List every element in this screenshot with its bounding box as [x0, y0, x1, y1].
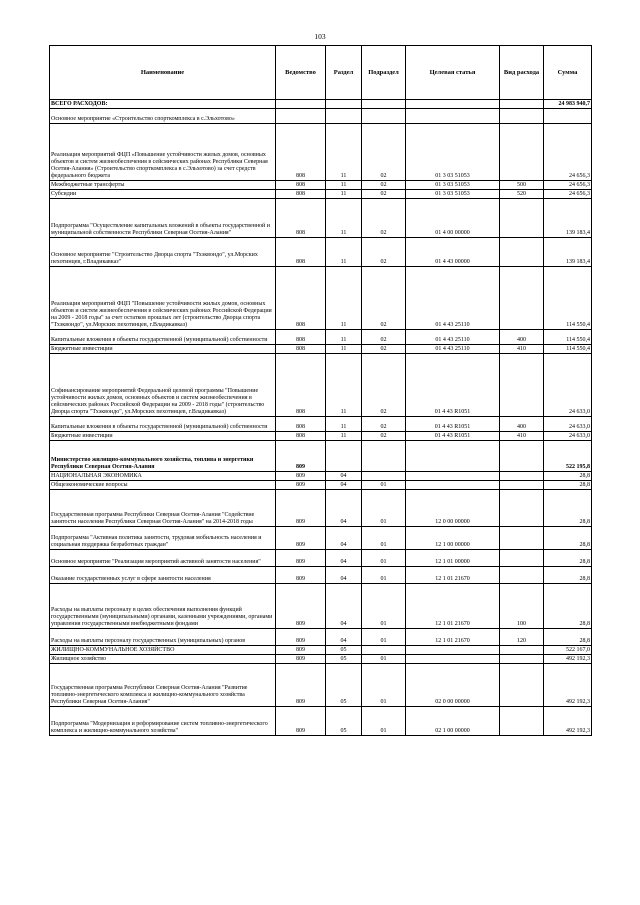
cell-statya: 02 0 00 00000 [406, 664, 500, 707]
cell-ved: 808 [276, 330, 326, 345]
cell-summa: 24 633,0 [544, 432, 592, 441]
table-header-row [50, 46, 592, 100]
cell-vid [500, 655, 544, 664]
cell-podrazdel [362, 646, 406, 655]
cell-ved: 809 [276, 655, 326, 664]
header-razdel: Раздел [326, 46, 362, 100]
cell-summa: 139 183,4 [544, 238, 592, 267]
cell-podrazdel [362, 472, 406, 481]
cell-summa: 28,8 [544, 481, 592, 490]
cell-razdel: 11 [326, 267, 362, 330]
cell-summa: 28,8 [544, 472, 592, 481]
table-row [50, 567, 592, 584]
cell-razdel: 05 [326, 664, 362, 707]
cell-name: ЖИЛИЩНО-КОММУНАЛЬНОЕ ХОЗЯЙСТВО [50, 646, 276, 655]
cell-summa: 28,8 [544, 629, 592, 646]
cell-razdel: 11 [326, 238, 362, 267]
cell-podrazdel [362, 100, 406, 109]
cell-summa: 139 183,4 [544, 199, 592, 238]
cell-vid [500, 481, 544, 490]
cell-vid [500, 527, 544, 550]
cell-razdel: 11 [326, 354, 362, 417]
table-row [50, 238, 592, 267]
cell-podrazdel [362, 441, 406, 472]
cell-summa: 114 550,4 [544, 345, 592, 354]
cell-summa: 28,8 [544, 584, 592, 629]
cell-summa: 492 192,3 [544, 664, 592, 707]
table-row [50, 664, 592, 707]
cell-vid [500, 490, 544, 527]
cell-ved [276, 109, 326, 124]
cell-razdel: 04 [326, 527, 362, 550]
cell-vid: 520 [500, 190, 544, 199]
cell-vid [500, 472, 544, 481]
cell-summa: 522 195,8 [544, 441, 592, 472]
cell-name: Бюджетные инвестиции [50, 345, 276, 354]
cell-statya: 01 4 00 00000 [406, 199, 500, 238]
cell-name: Расходы на выплаты персоналу в целях обеспечения выполнения функций государственными (муниципальными) органами, казенными учреждениями, органами управления государственными внебюджетными фондами [50, 584, 276, 629]
table-body [50, 100, 592, 736]
cell-statya: 12 1 01 00000 [406, 550, 500, 567]
cell-razdel: 11 [326, 199, 362, 238]
table-row [50, 190, 592, 199]
cell-podrazdel: 01 [362, 584, 406, 629]
cell-statya [406, 441, 500, 472]
cell-razdel: 11 [326, 432, 362, 441]
cell-razdel: 11 [326, 330, 362, 345]
cell-name: Бюджетные инвестиции [50, 432, 276, 441]
cell-statya [406, 481, 500, 490]
cell-podrazdel: 02 [362, 267, 406, 330]
cell-podrazdel: 02 [362, 432, 406, 441]
cell-summa: 28,8 [544, 490, 592, 527]
cell-summa: 24 656,3 [544, 181, 592, 190]
cell-name: Реализация мероприятий ФЦП "Повышение устойчивости жилых домов, основных объектов и систем жизнеобеспечения в сейсмических районах Российской Федерации на 2009 - 2018 годы" за счет остатков прошлых лет (строительство Дворца спорта "Тхэквондо", ул.Морских пехотинцев, г.Владикавказ) [50, 267, 276, 330]
budget-table [49, 45, 592, 736]
cell-statya: 02 1 00 00000 [406, 707, 500, 736]
cell-razdel: 04 [326, 481, 362, 490]
cell-name: Государственная программа Республики Северная Осетия-Алания "Развитие топливно-энергетического комплекса и жилищно-коммунального хозяйства Республики Северная Осетия-Алания" [50, 664, 276, 707]
cell-podrazdel: 01 [362, 664, 406, 707]
cell-name: Основное мероприятие «Строительство спорткомплекса в с.Эльхотово» [50, 109, 276, 124]
table-row [50, 417, 592, 432]
cell-summa: 28,8 [544, 527, 592, 550]
cell-statya: 01 3 03 51053 [406, 181, 500, 190]
table-row [50, 432, 592, 441]
header-ved: Ведомство [276, 46, 326, 100]
cell-vid: 500 [500, 181, 544, 190]
cell-summa: 492 192,3 [544, 655, 592, 664]
cell-statya [406, 109, 500, 124]
table-row [50, 629, 592, 646]
cell-podrazdel: 01 [362, 490, 406, 527]
cell-name: Реализация мероприятий ФЦП «Повышение устойчивости жилых домов, основных объектов и систем жизнеобеспечения в сейсмических районах Республики Северная Осетия-Алания» (Строительство спорткомплекса в с.Эльхотово) за счет средств федерального бюджета [50, 124, 276, 181]
table-row [50, 550, 592, 567]
cell-summa: 24 656,3 [544, 190, 592, 199]
cell-razdel: 04 [326, 472, 362, 481]
cell-name: Подпрограмма "Модернизация и реформирование систем топливно-энергетического комплекса и жилищно-коммунального хозяйства" [50, 707, 276, 736]
header-vid: Вид расхода [500, 46, 544, 100]
cell-vid [500, 664, 544, 707]
cell-statya: 01 4 43 R1051 [406, 432, 500, 441]
cell-name: Оказание государственных услуг в сфере занятости населения [50, 567, 276, 584]
cell-podrazdel: 02 [362, 330, 406, 345]
cell-vid: 100 [500, 584, 544, 629]
cell-name: Межбюджетные трансферты [50, 181, 276, 190]
cell-statya: 12 1 01 21670 [406, 567, 500, 584]
cell-vid: 410 [500, 432, 544, 441]
cell-razdel: 11 [326, 417, 362, 432]
table-row [50, 441, 592, 472]
cell-name: Капитальные вложения в объекты государственной (муниципальной) собственности [50, 330, 276, 345]
cell-statya [406, 655, 500, 664]
header-podrazdel: Подраздел [362, 46, 406, 100]
cell-name: Субсидии [50, 190, 276, 199]
cell-statya: 12 1 00 00000 [406, 527, 500, 550]
cell-statya: 01 3 03 51053 [406, 124, 500, 181]
table-row [50, 527, 592, 550]
cell-razdel: 04 [326, 567, 362, 584]
cell-ved: 809 [276, 646, 326, 655]
cell-ved: 809 [276, 490, 326, 527]
cell-ved: 808 [276, 354, 326, 417]
cell-ved: 809 [276, 707, 326, 736]
cell-vid [500, 100, 544, 109]
cell-vid: 120 [500, 629, 544, 646]
cell-statya: 01 4 43 25110 [406, 330, 500, 345]
cell-name: Общеэкономические вопросы [50, 481, 276, 490]
cell-statya: 01 3 03 51053 [406, 190, 500, 199]
cell-summa: 114 550,4 [544, 267, 592, 330]
cell-statya [406, 646, 500, 655]
cell-ved: 808 [276, 432, 326, 441]
cell-podrazdel: 01 [362, 550, 406, 567]
cell-ved: 808 [276, 124, 326, 181]
cell-ved: 809 [276, 664, 326, 707]
cell-summa: 522 167,0 [544, 646, 592, 655]
cell-podrazdel: 02 [362, 238, 406, 267]
table-row [50, 345, 592, 354]
cell-podrazdel: 01 [362, 655, 406, 664]
cell-razdel: 11 [326, 345, 362, 354]
cell-razdel: 11 [326, 181, 362, 190]
cell-statya: 01 4 43 25110 [406, 345, 500, 354]
cell-ved: 808 [276, 238, 326, 267]
table-row [50, 267, 592, 330]
cell-name: Министерство жилищно-коммунального хозяйства, топлива и энергетики Республики Северная Осетия-Алания [50, 441, 276, 472]
cell-podrazdel: 02 [362, 124, 406, 181]
cell-razdel: 04 [326, 550, 362, 567]
cell-vid [500, 109, 544, 124]
cell-summa [544, 109, 592, 124]
cell-vid: 410 [500, 345, 544, 354]
cell-vid: 400 [500, 330, 544, 345]
cell-summa: 24 633,0 [544, 417, 592, 432]
cell-name: Основное мероприятие "Строительство Дворца спорта "Тхэквондо", ул.Морских пехотинцев, г.Владикавказ" [50, 238, 276, 267]
header-statya: Целевая статья [406, 46, 500, 100]
table-row [50, 124, 592, 181]
cell-summa: 24 633,0 [544, 354, 592, 417]
cell-vid [500, 124, 544, 181]
table-row [50, 109, 592, 124]
cell-podrazdel: 02 [362, 199, 406, 238]
cell-razdel: 05 [326, 646, 362, 655]
cell-vid [500, 567, 544, 584]
cell-razdel [326, 100, 362, 109]
header-summa: Сумма [544, 46, 592, 100]
cell-podrazdel: 02 [362, 345, 406, 354]
cell-statya: 01 4 43 25110 [406, 267, 500, 330]
cell-vid [500, 199, 544, 238]
cell-ved: 809 [276, 567, 326, 584]
cell-razdel [326, 109, 362, 124]
cell-ved: 808 [276, 417, 326, 432]
cell-razdel: 04 [326, 584, 362, 629]
header-name: Наименование [50, 46, 276, 100]
table-row [50, 646, 592, 655]
cell-podrazdel: 02 [362, 354, 406, 417]
cell-ved: 809 [276, 472, 326, 481]
cell-ved: 808 [276, 199, 326, 238]
cell-podrazdel [362, 109, 406, 124]
cell-vid [500, 550, 544, 567]
cell-statya: 01 4 43 00000 [406, 238, 500, 267]
table-row [50, 100, 592, 109]
cell-name: Государственная программа Республики Северная Осетия-Алания "Содействие занятости населения Республики Северная Осетия-Алания" на 2014-2018 годы [50, 490, 276, 527]
cell-statya: 01 4 43 R1051 [406, 417, 500, 432]
cell-name: Подпрограмма "Активная политика занятости, трудовая мобильность населения и социальная поддержка безработных граждан" [50, 527, 276, 550]
cell-vid [500, 441, 544, 472]
cell-name: Расходы на выплаты персоналу государственных (муниципальных) органов [50, 629, 276, 646]
cell-statya [406, 100, 500, 109]
cell-razdel: 05 [326, 707, 362, 736]
cell-ved: 808 [276, 190, 326, 199]
cell-razdel: 11 [326, 190, 362, 199]
cell-ved: 808 [276, 345, 326, 354]
cell-podrazdel: 01 [362, 707, 406, 736]
cell-ved: 809 [276, 481, 326, 490]
table-row [50, 584, 592, 629]
cell-razdel: 05 [326, 655, 362, 664]
cell-podrazdel: 01 [362, 527, 406, 550]
cell-vid [500, 646, 544, 655]
cell-ved: 809 [276, 629, 326, 646]
cell-summa: 24 983 940,7 [544, 100, 592, 109]
table-row [50, 199, 592, 238]
cell-razdel: 04 [326, 629, 362, 646]
cell-razdel: 11 [326, 124, 362, 181]
cell-ved: 808 [276, 181, 326, 190]
cell-razdel [326, 441, 362, 472]
cell-statya [406, 472, 500, 481]
cell-summa: 492 192,3 [544, 707, 592, 736]
table-row [50, 181, 592, 190]
table-row [50, 354, 592, 417]
cell-statya: 12 1 01 21670 [406, 629, 500, 646]
cell-ved: 809 [276, 441, 326, 472]
cell-podrazdel: 01 [362, 629, 406, 646]
cell-vid [500, 267, 544, 330]
cell-ved: 808 [276, 267, 326, 330]
cell-vid [500, 238, 544, 267]
cell-statya: 12 1 01 21670 [406, 584, 500, 629]
cell-podrazdel: 01 [362, 481, 406, 490]
table-row [50, 472, 592, 481]
page-number: 103 [314, 32, 326, 41]
cell-vid [500, 707, 544, 736]
cell-podrazdel: 02 [362, 417, 406, 432]
cell-ved: 809 [276, 584, 326, 629]
cell-summa: 24 656,3 [544, 124, 592, 181]
cell-summa: 28,8 [544, 550, 592, 567]
cell-summa: 28,8 [544, 567, 592, 584]
cell-statya: 12 0 00 00000 [406, 490, 500, 527]
table-row [50, 655, 592, 664]
cell-name: ВСЕГО РАСХОДОВ: [50, 100, 276, 109]
cell-name: НАЦИОНАЛЬНАЯ ЭКОНОМИКА [50, 472, 276, 481]
cell-name: Основное мероприятие "Реализация мероприятий активной занятости населения" [50, 550, 276, 567]
cell-podrazdel: 02 [362, 181, 406, 190]
cell-name: Софинансирование мероприятий Федеральной целевой программы "Повышение устойчивости жилых домов, основных объектов и систем жизнеобеспечения в сейсмических районах Российской Федерации на 2009 - 2018 годы" (строительство Дворца спорта "Тхэквондо", ул.Морских пехотинцев, г.Владикавказ) [50, 354, 276, 417]
cell-ved: 809 [276, 527, 326, 550]
cell-podrazdel: 02 [362, 190, 406, 199]
table-row [50, 330, 592, 345]
cell-ved [276, 100, 326, 109]
table-row [50, 707, 592, 736]
cell-summa: 114 550,4 [544, 330, 592, 345]
cell-ved: 809 [276, 550, 326, 567]
table-row [50, 481, 592, 490]
cell-name: Подпрограмма "Осуществление капитальных вложений в объекты государственной и муниципальной собственности Республики Северная Осетия-Алания" [50, 199, 276, 238]
table-row [50, 490, 592, 527]
cell-vid [500, 354, 544, 417]
cell-vid: 400 [500, 417, 544, 432]
cell-name: Капитальные вложения в объекты государственной (муниципальной) собственности [50, 417, 276, 432]
cell-name: Жилищное хозяйство [50, 655, 276, 664]
cell-razdel: 04 [326, 490, 362, 527]
cell-statya: 01 4 43 R1051 [406, 354, 500, 417]
cell-podrazdel: 01 [362, 567, 406, 584]
